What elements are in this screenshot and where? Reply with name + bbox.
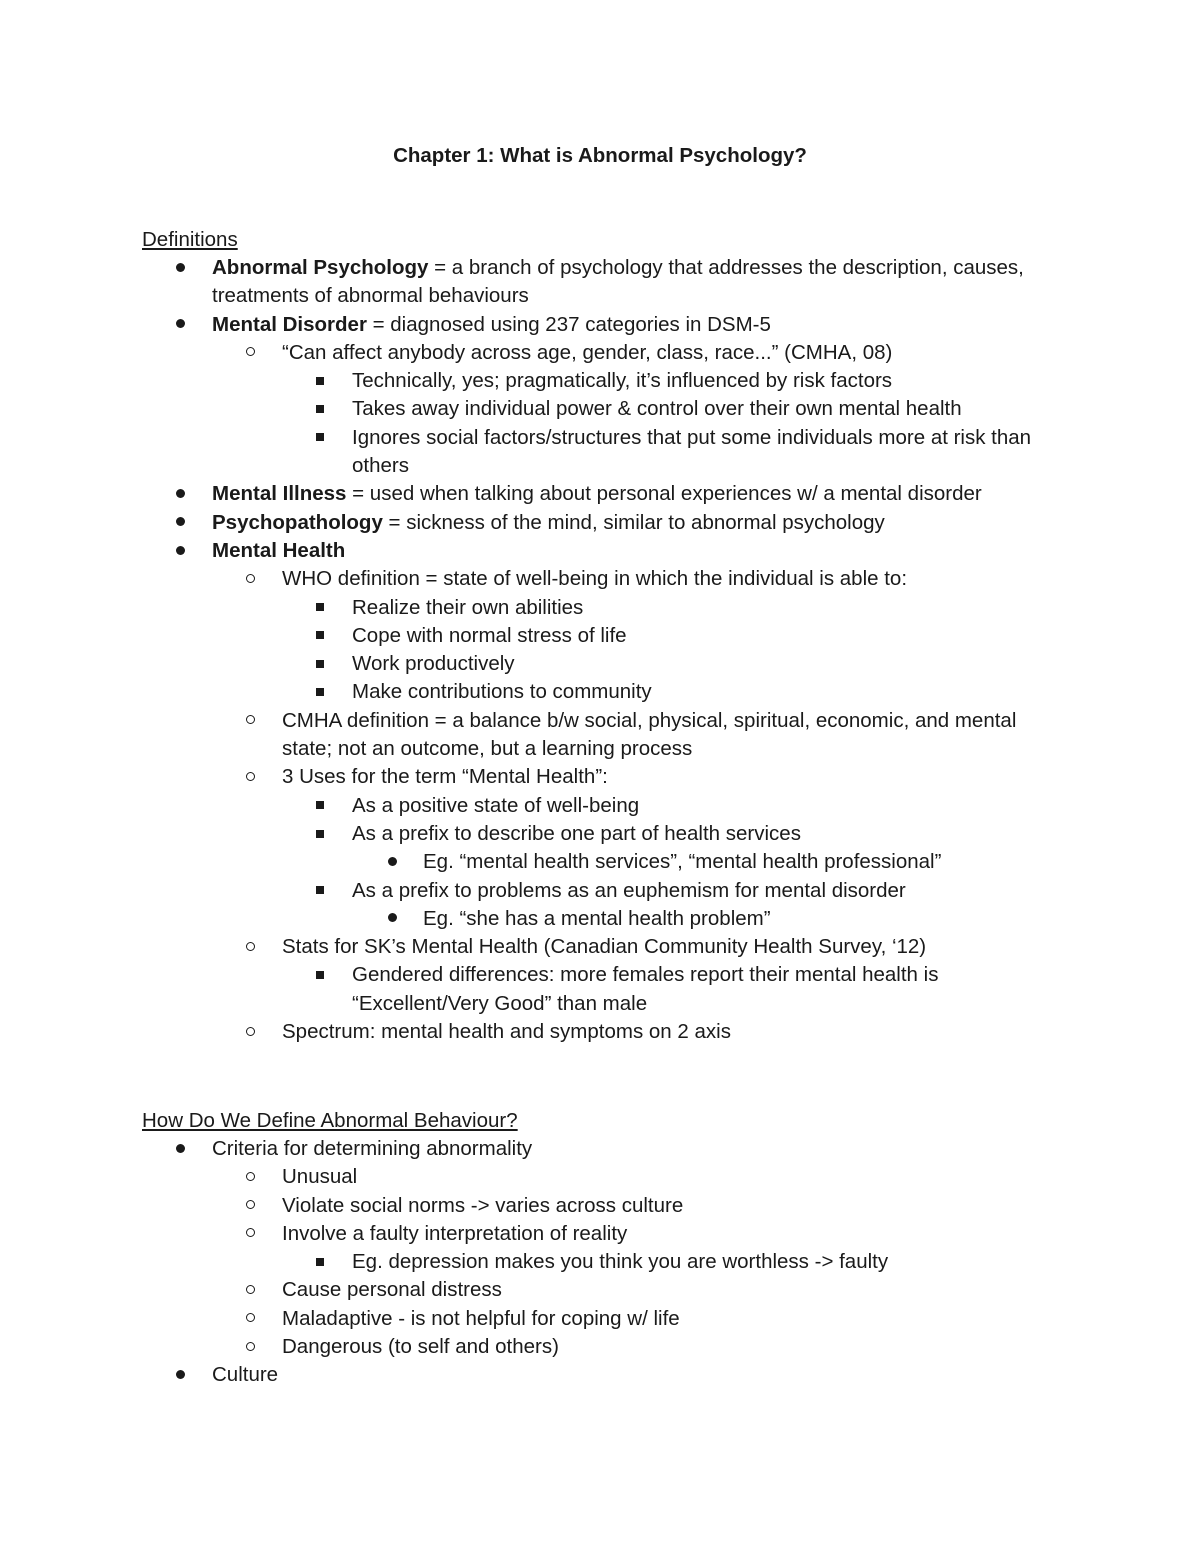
list-item (0, 820, 1200, 848)
list-item-text (282, 339, 1072, 367)
list-item (0, 339, 1200, 367)
list-item (0, 1220, 1200, 1248)
list-item (0, 1276, 1200, 1304)
list-item-description: Ignores social factors/structures that put some individuals more at risk than others (352, 425, 1032, 478)
list-item-description: Gendered differences: more females report their mental health is “Excellent/Very Good” than male (352, 963, 939, 1015)
bullet-shape (316, 433, 324, 441)
list-item-text (352, 367, 1042, 395)
list-item-text (212, 311, 1042, 339)
list-item (0, 311, 1200, 339)
bullet-shape (246, 1285, 255, 1294)
list-item-description: WHO definition = state of well-being in which the individual is able to: (282, 567, 908, 591)
bullet-circle-icon (246, 1192, 255, 1220)
bullet-square-icon (316, 877, 324, 905)
list-item-description: CMHA definition = a balance b/w social, physical, spiritual, economic, and mental state; not an outcome, but a learning process (282, 708, 1017, 761)
list-item (0, 848, 1200, 876)
bullet-square-icon (316, 961, 324, 989)
bullet-circle-icon (246, 1276, 255, 1304)
list-item (0, 509, 1200, 537)
list-item (0, 367, 1200, 395)
bullet-dot-icon (176, 1135, 185, 1163)
bullet-shape (246, 772, 255, 781)
bullet-shape (316, 886, 324, 894)
list-item-description: As a prefix to describe one part of health services (352, 821, 801, 845)
bullet-shape (316, 801, 324, 809)
bullet-dot-icon (176, 1361, 185, 1389)
bullet-circle-icon (246, 339, 255, 367)
page-title: Chapter 1: What is Abnormal Psychology? (393, 144, 807, 167)
bullet-dot-icon (388, 905, 397, 933)
list-item-text (212, 1135, 1042, 1163)
bullet-shape (316, 1258, 324, 1266)
list-item-description: Takes away individual power & control over their own mental health (352, 397, 962, 421)
list-item (0, 678, 1200, 706)
bullet-circle-icon (246, 1333, 255, 1361)
list-item-term: Abnormal Psychology (212, 256, 429, 279)
list-item-description: Stats for SK’s Mental Health (Canadian Community Health Survey, ‘12) (282, 935, 927, 959)
list-item (0, 1018, 1200, 1046)
list-item (0, 763, 1200, 791)
bullet-shape (246, 1342, 255, 1351)
list-item-text (282, 1333, 1072, 1361)
list-item-text (352, 820, 1042, 848)
list-item-description: Violate social norms -> varies across culture (282, 1193, 684, 1217)
list-item (0, 1248, 1200, 1276)
list-item (0, 537, 1200, 565)
list-item-text (352, 622, 1042, 650)
list-item-description: = used when talking about personal experiences w/ a mental disorder (346, 482, 982, 506)
list-item-description: Eg. “mental health services”, “mental health professional” (423, 850, 942, 874)
list-item (0, 622, 1200, 650)
bullet-circle-icon (246, 707, 255, 735)
bullet-dot-icon (388, 848, 397, 876)
bullet-dot-icon (176, 509, 185, 537)
list-item-description: “Can affect anybody across age, gender, class, race...” (CMHA, 08) (282, 340, 893, 364)
list-item-text (212, 509, 1042, 537)
list-item-description: Maladaptive - is not helpful for coping w/ life (282, 1306, 680, 1330)
bullet-circle-icon (246, 565, 255, 593)
list-item-description: As a positive state of well-being (352, 793, 640, 817)
bullet-shape (246, 1228, 255, 1237)
bullet-circle-icon (246, 1220, 255, 1248)
list-item-description: Eg. “she has a mental health problem” (423, 906, 771, 930)
list-item-text (282, 763, 1072, 791)
bullet-shape (246, 574, 255, 583)
bullet-shape (316, 377, 324, 385)
list-item-text (352, 424, 1042, 481)
list-item-text (352, 877, 1042, 905)
bullet-square-icon (316, 792, 324, 820)
list-item-text (282, 565, 1072, 593)
bullet-shape (176, 517, 185, 526)
list-item (0, 1163, 1200, 1191)
section-heading-definitions: Definitions (142, 228, 238, 251)
bullet-shape (316, 971, 324, 979)
list-item-term: Mental Illness (212, 482, 347, 506)
bullet-square-icon (316, 395, 324, 423)
bullet-square-icon (316, 1248, 324, 1276)
list-item (0, 877, 1200, 905)
list-item (0, 792, 1200, 820)
list-item-description: Make contributions to community (352, 680, 652, 704)
bullet-shape (246, 942, 255, 951)
list-item-description: = diagnosed using 237 categories in DSM-5 (366, 312, 771, 336)
bullet-shape (176, 1144, 185, 1153)
bullet-circle-icon (246, 1163, 255, 1191)
bullet-square-icon (316, 820, 324, 848)
bullet-square-icon (316, 367, 324, 395)
list-item-term: Mental Health (212, 538, 346, 562)
list-item-description: Unusual (282, 1165, 358, 1189)
list-item-text (352, 678, 1042, 706)
list-item-text (352, 650, 1042, 678)
bullet-circle-icon (246, 933, 255, 961)
bullet-square-icon (316, 622, 324, 650)
section-heading-abnormal-behaviour: How Do We Define Abnormal Behaviour? (142, 1109, 518, 1132)
bullet-shape (246, 1313, 255, 1322)
list-item (0, 594, 1200, 622)
bullet-dot-icon (176, 254, 185, 282)
list-item-text (352, 594, 1042, 622)
list-item-text (282, 1220, 1072, 1248)
list-item-text (282, 707, 1072, 764)
list-item-text (282, 933, 1072, 961)
list-item (0, 1135, 1200, 1163)
list-item-text (212, 480, 1042, 508)
list-item (0, 1361, 1200, 1389)
bullet-circle-icon (246, 1018, 255, 1046)
list-item-description: Spectrum: mental health and symptoms on 2 axis (282, 1020, 731, 1044)
list-item (0, 480, 1200, 508)
list-item-text (423, 905, 1063, 933)
list-item-description: Culture (212, 1363, 279, 1387)
bullet-shape (316, 405, 324, 413)
list-item-description: Work productively (352, 652, 515, 676)
list-item-term: Psychopathology (212, 510, 383, 534)
bullet-shape (176, 489, 185, 498)
list-item-description: Cope with normal stress of life (352, 623, 627, 647)
list-item (0, 707, 1200, 764)
list-item-text (282, 1018, 1072, 1046)
list-item (0, 395, 1200, 423)
list-item-text (282, 1163, 1072, 1191)
list-item-text (352, 961, 1042, 1018)
bullet-dot-icon (176, 311, 185, 339)
list-item-description: Eg. depression makes you think you are worthless -> faulty (352, 1250, 889, 1274)
list-item-description: Realize their own abilities (352, 595, 584, 619)
list-item-description: As a prefix to problems as an euphemism for mental disorder (352, 878, 906, 902)
list-item-description: Involve a faulty interpretation of reality (282, 1221, 628, 1245)
list-item-description: Criteria for determining abnormality (212, 1137, 533, 1160)
bullet-shape (316, 660, 324, 668)
list-item-text (282, 1305, 1072, 1333)
bullet-shape (246, 1027, 255, 1036)
bullet-shape (316, 603, 324, 611)
bullet-circle-icon (246, 763, 255, 791)
list-item-text (352, 1248, 1042, 1276)
bullet-shape (246, 1172, 255, 1181)
bullet-shape (246, 347, 255, 356)
bullet-shape (388, 913, 397, 922)
bullet-shape (246, 1200, 255, 1209)
bullet-shape (176, 1370, 185, 1379)
bullet-square-icon (316, 594, 324, 622)
bullet-shape (316, 830, 324, 838)
bullet-square-icon (316, 678, 324, 706)
list-item (0, 1305, 1200, 1333)
list-item-description: = sickness of the mind, similar to abnormal psychology (382, 510, 885, 534)
bullet-shape (246, 715, 255, 724)
list-item (0, 565, 1200, 593)
list-item-text (212, 254, 1042, 311)
list-item-text (282, 1276, 1072, 1304)
bullet-square-icon (316, 424, 324, 452)
list-item-description: Dangerous (to self and others) (282, 1335, 559, 1359)
list-item (0, 1192, 1200, 1220)
list-item-text (352, 792, 1042, 820)
bullet-shape (388, 857, 397, 866)
bullet-circle-icon (246, 1305, 255, 1333)
bullet-shape (176, 319, 185, 328)
bullet-shape (316, 688, 324, 696)
list-item-text (212, 1361, 1042, 1389)
list-item-text (423, 848, 1063, 876)
bullet-shape (316, 631, 324, 639)
list-item (0, 933, 1200, 961)
abnormal-behaviour-list (0, 1135, 1200, 1390)
list-item-description: Technically, yes; pragmatically, it’s influenced by risk factors (352, 369, 893, 393)
list-item-text (282, 1192, 1072, 1220)
list-item (0, 254, 1200, 311)
list-item (0, 961, 1200, 1018)
list-item-description: = a branch of psychology that addresses the description, causes, treatments of abnormal behaviours (212, 256, 1024, 308)
bullet-dot-icon (176, 537, 185, 565)
list-item-description: Cause personal distress (282, 1278, 502, 1302)
list-item-description: 3 Uses for the term “Mental Health”: (282, 765, 608, 789)
list-item (0, 650, 1200, 678)
list-item-text (352, 395, 1042, 423)
bullet-dot-icon (176, 480, 185, 508)
bullet-shape (176, 263, 185, 272)
list-item (0, 905, 1200, 933)
list-item (0, 424, 1200, 481)
list-item-text (212, 537, 1042, 565)
list-item-term: Mental Disorder (212, 312, 367, 336)
bullet-square-icon (316, 650, 324, 678)
bullet-shape (176, 546, 185, 555)
definitions-list (0, 254, 1200, 1046)
list-item (0, 1333, 1200, 1361)
